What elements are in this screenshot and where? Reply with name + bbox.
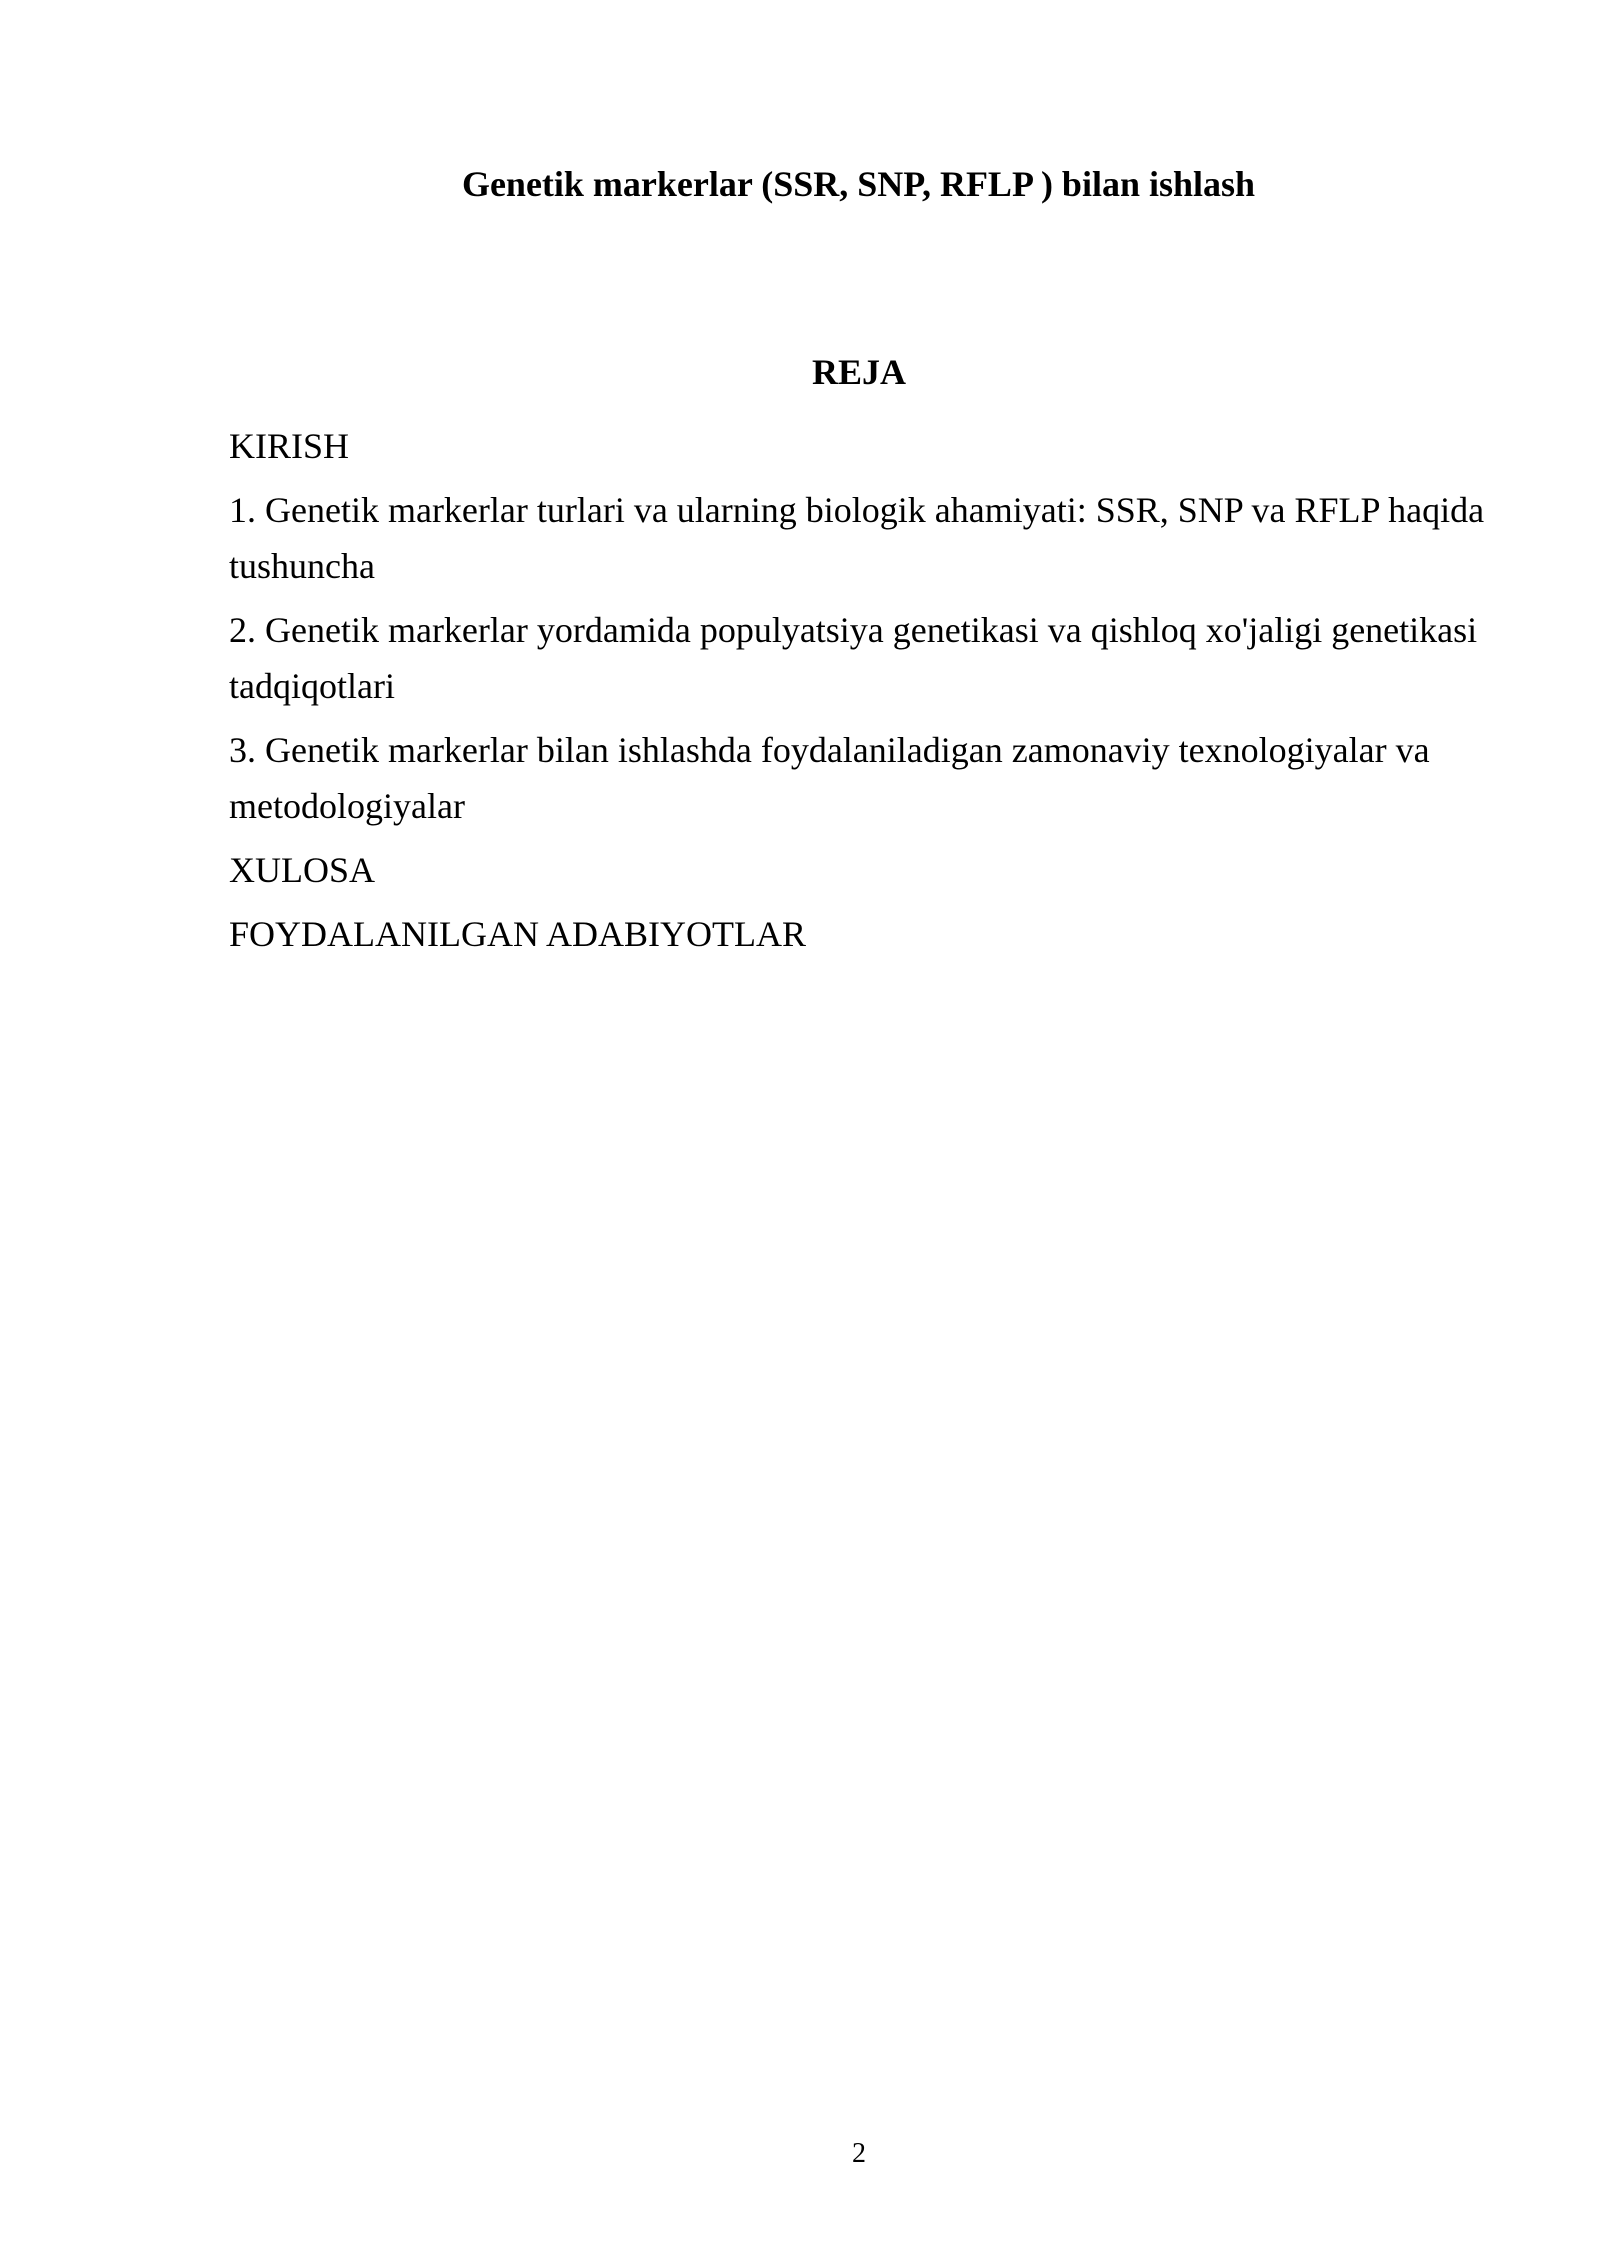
plan-heading: REJA [811,352,906,392]
page-number: 2 [852,2138,866,2169]
toc-item-introduction: KIRISH [229,426,350,466]
toc-item-references: FOYDALANILGAN ADABIYOTLAR [229,914,806,954]
document-title: Genetik markerlar (SSR, SNP, RFLP ) bilan ishlash [461,164,1256,204]
toc-item-section-3: 3. Genetik markerlar bilan ishlashda foydalaniladigan zamonaviy texnologiyalar va metodologiyalar [229,730,1430,826]
toc-item-section-1: 1. Genetik markerlar turlari va ularning biologik ahamiyati: SSR, SNP va RFLP haqida tushuncha [229,490,1485,586]
toc-item-conclusion: XULOSA [229,850,376,890]
table-of-contents [229,418,1509,970]
toc-item-section-2: 2. Genetik markerlar yordamida populyatsiya genetikasi va qishloq xo'jaligi genetikasi tadqiqotlari [229,610,1478,706]
